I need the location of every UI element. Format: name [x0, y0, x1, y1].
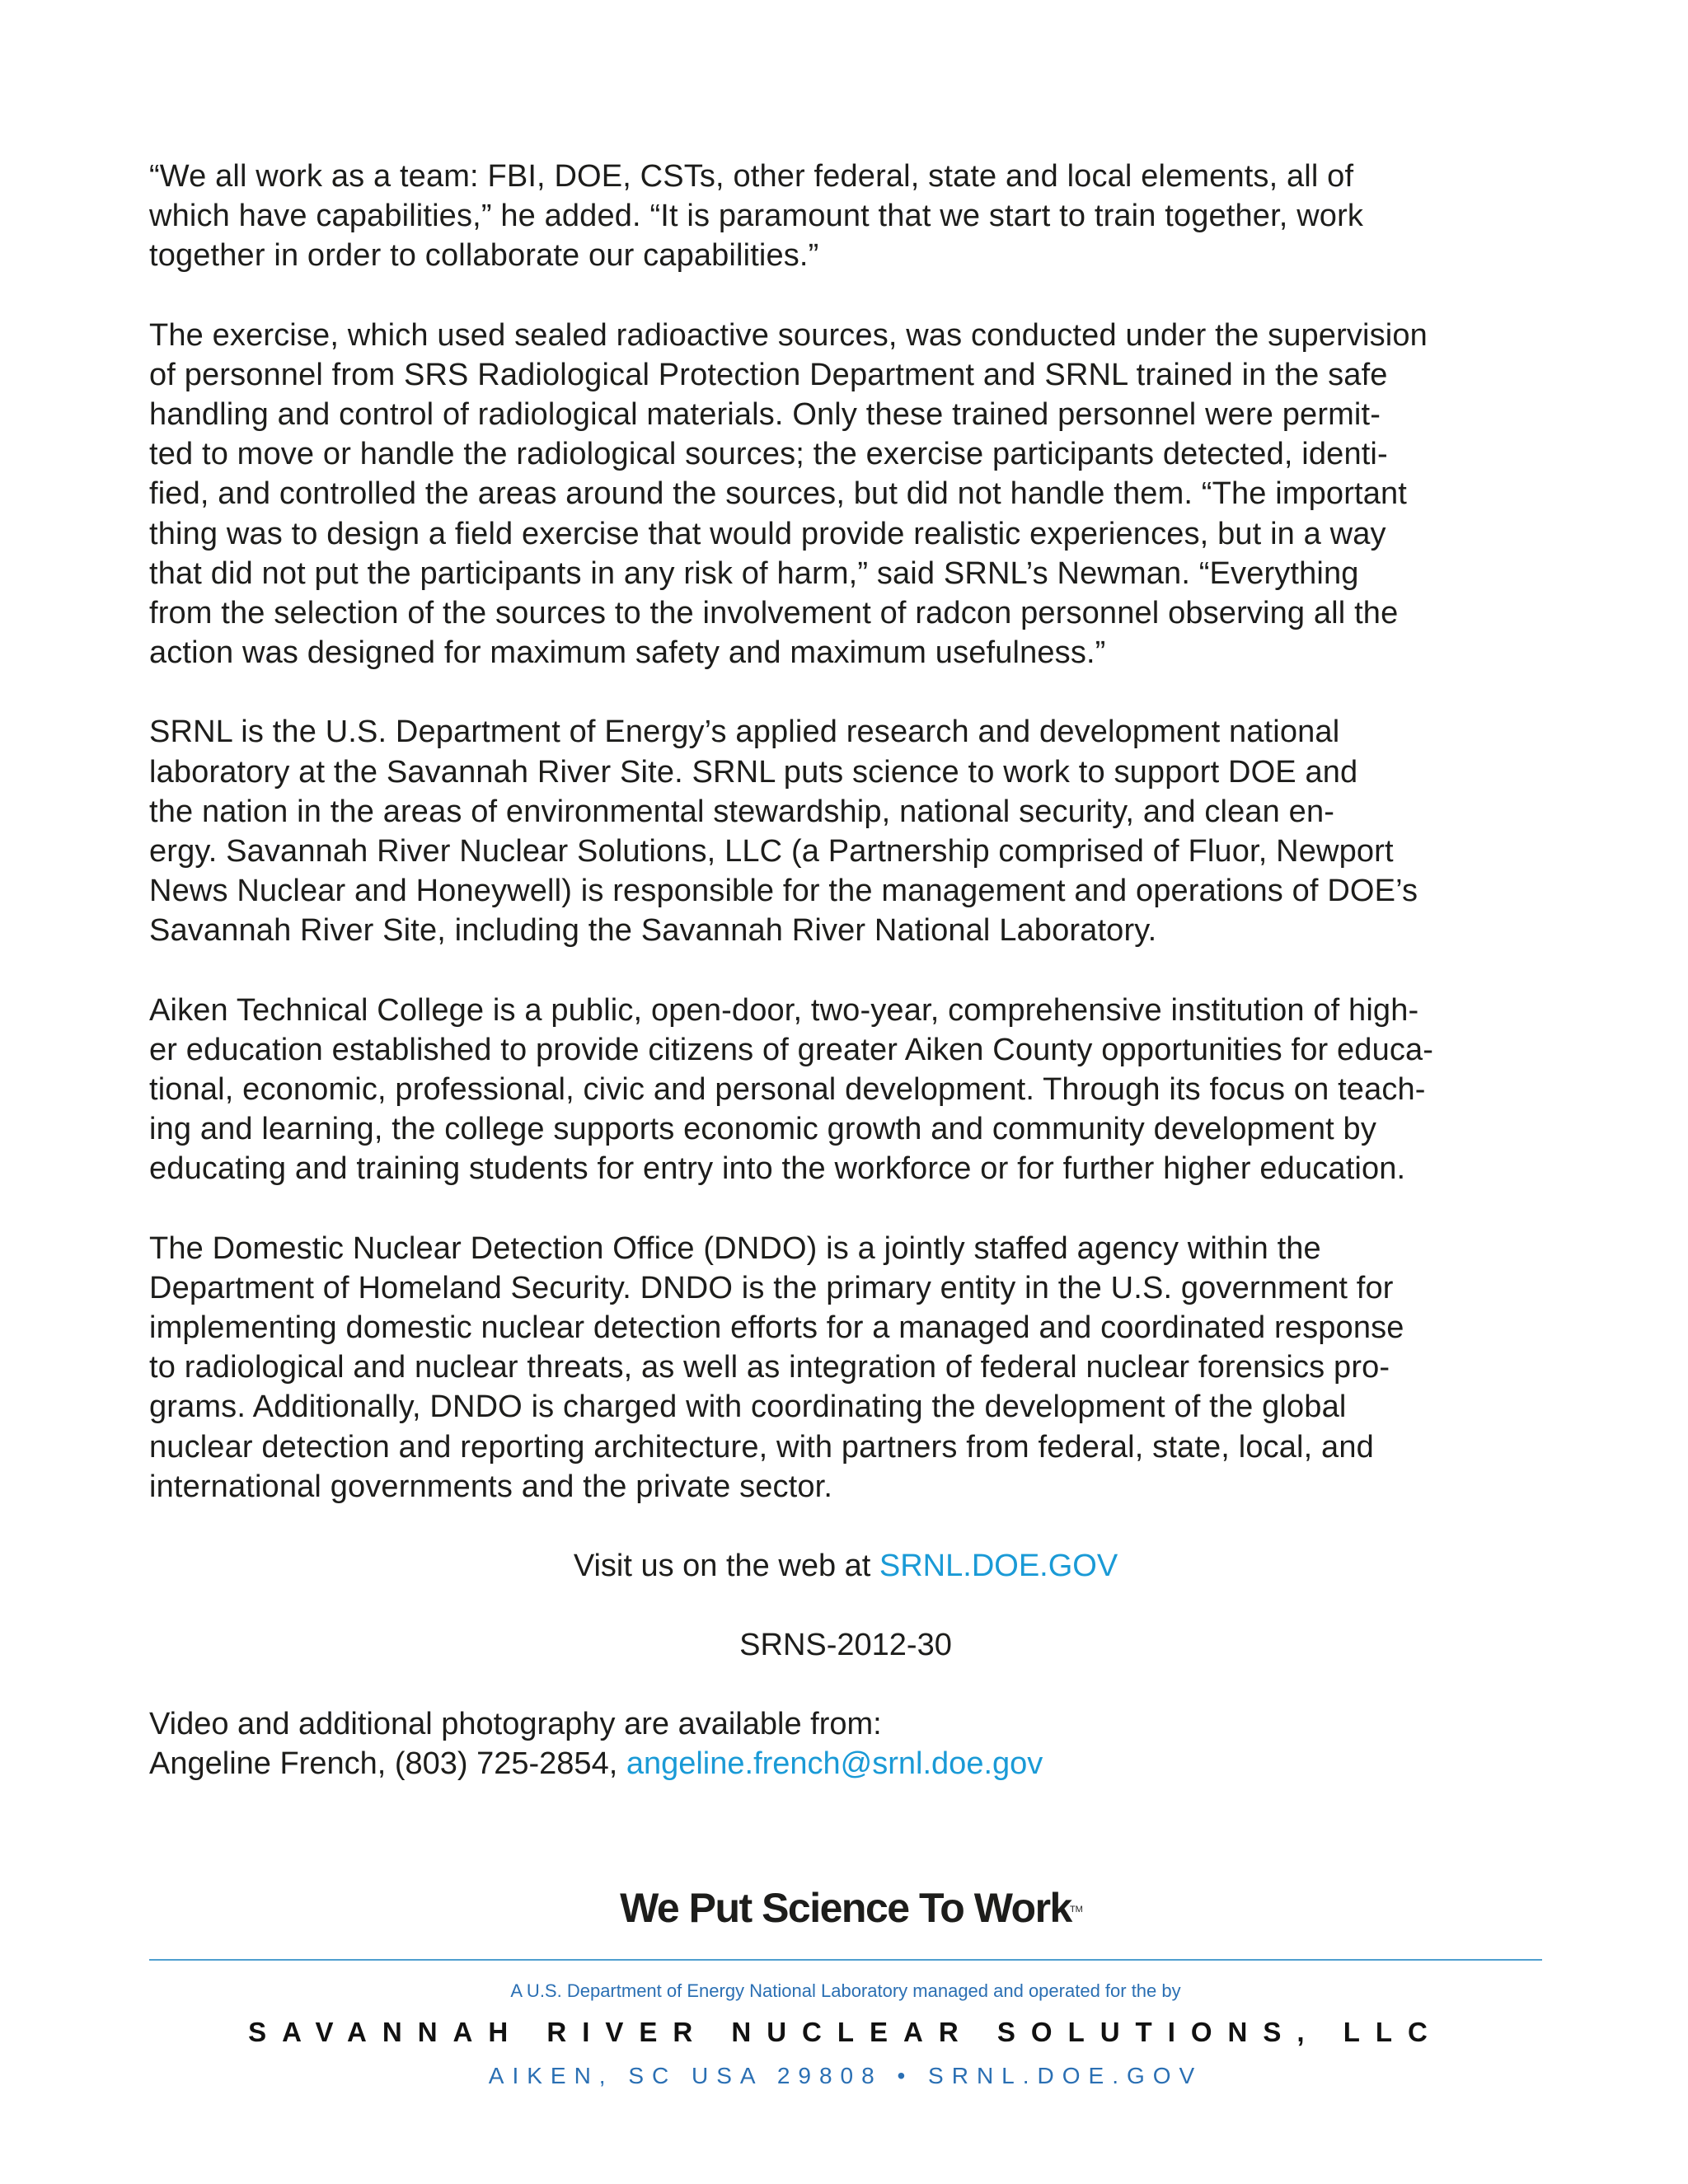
footer-divider — [149, 1959, 1542, 1961]
trademark-mark: TM — [1069, 1905, 1083, 1915]
footer — [149, 1883, 1542, 2088]
contact-line — [149, 1744, 1542, 1783]
release-number: SRNS-2012-30 — [739, 1628, 952, 1663]
paragraph-team-quote: “We all work as a team: FBI, DOE, CSTs, other federal, state and local elements, all of which have capabilities,” he added. “It is paramount that we start to train together, work together in order to collaborate our capabilities.” — [149, 159, 1364, 274]
company-name: SAVANNAH RIVER NUCLEAR SOLUTIONS, LLC — [248, 2017, 1443, 2047]
body-content — [149, 157, 1542, 1783]
paragraph-srnl: SRNL is the U.S. Department of Energy’s applied research and development national laboratory at the Savannah River Site. SRNL puts science to work to support DOE and the nation in the areas of environmental stewardship, national security, and clean en- ergy. Savannah River Nuclear Solutions, LLC (a Partnership comprised of Fluor, Newport News Nuclear and Honeywell) is responsible for the management and operations of DOE’s Savannah River Site, including the Savannah River National Laboratory. — [149, 715, 1418, 949]
paragraph-dndo: The Domestic Nuclear Detection Office (DNDO) is a jointly staffed agency within the Department of Homeland Security. DNDO is the primary entity in the U.S. government for implementing domestic nuclear detection efforts for a managed and coordinated response to radiological and nuclear threats, as well as integration of federal nuclear forensics pro- grams. Additionally, DNDO is charged with coordinating the development of the global nuclear detection and reporting architecture, with partners from federal, state, local, and international governments and the private sector. — [149, 1230, 1404, 1504]
company-address: AIKEN, SC USA 29808 • SRNL.DOE.GOV — [488, 2063, 1203, 2088]
tagline-text: We Put Science To Work — [620, 1885, 1071, 1931]
contact-email-link[interactable]: angeline.french@srnl.doe.gov — [626, 1746, 1043, 1782]
web-visit-prefix: Visit us on the web at — [573, 1549, 879, 1584]
tagline — [620, 1883, 1083, 1933]
paragraph-exercise: The exercise, which used sealed radioactive sources, was conducted under the supervision of personnel from SRS Radiological Protection Department and SRNL trained in the safe handling and control of radiological materials. Only these trained personnel were permit- ted to move or handle the radiological sources; the exercise participants detected, identi- fied, and controlled the areas around the sources, but did not handle them. “The important thing was to design a field exercise that would provide realistic experiences, but in a way that did not put the participants in any risk of harm,” said SRNL’s Newman. “Everything from the selection of the sources to the involvement of radcon personnel observing all the action was designed for maximum safety and maximum usefulness.” — [149, 317, 1428, 671]
managed-by-text: A U.S. Department of Energy National Laboratory managed and operated for the by — [510, 1980, 1181, 2001]
web-link[interactable]: SRNL.DOE.GOV — [879, 1549, 1118, 1584]
web-visit-line — [149, 1546, 1542, 1586]
paragraph-aiken-tech: Aiken Technical College is a public, open-door, two-year, comprehensive institution of high- er education established to provide citizens of greater Aiken County opportunities for educa- tional, economic, professional, civic and personal development. Through its focus on teach- ing and learning, the college supports economic growth and community development by educating and training students for entry into the workforce or for further higher education. — [149, 992, 1434, 1187]
contact-intro: Video and additional photography are available from: — [149, 1707, 882, 1742]
contact-name-phone: Angeline French, (803) 725-2854, — [149, 1746, 626, 1782]
